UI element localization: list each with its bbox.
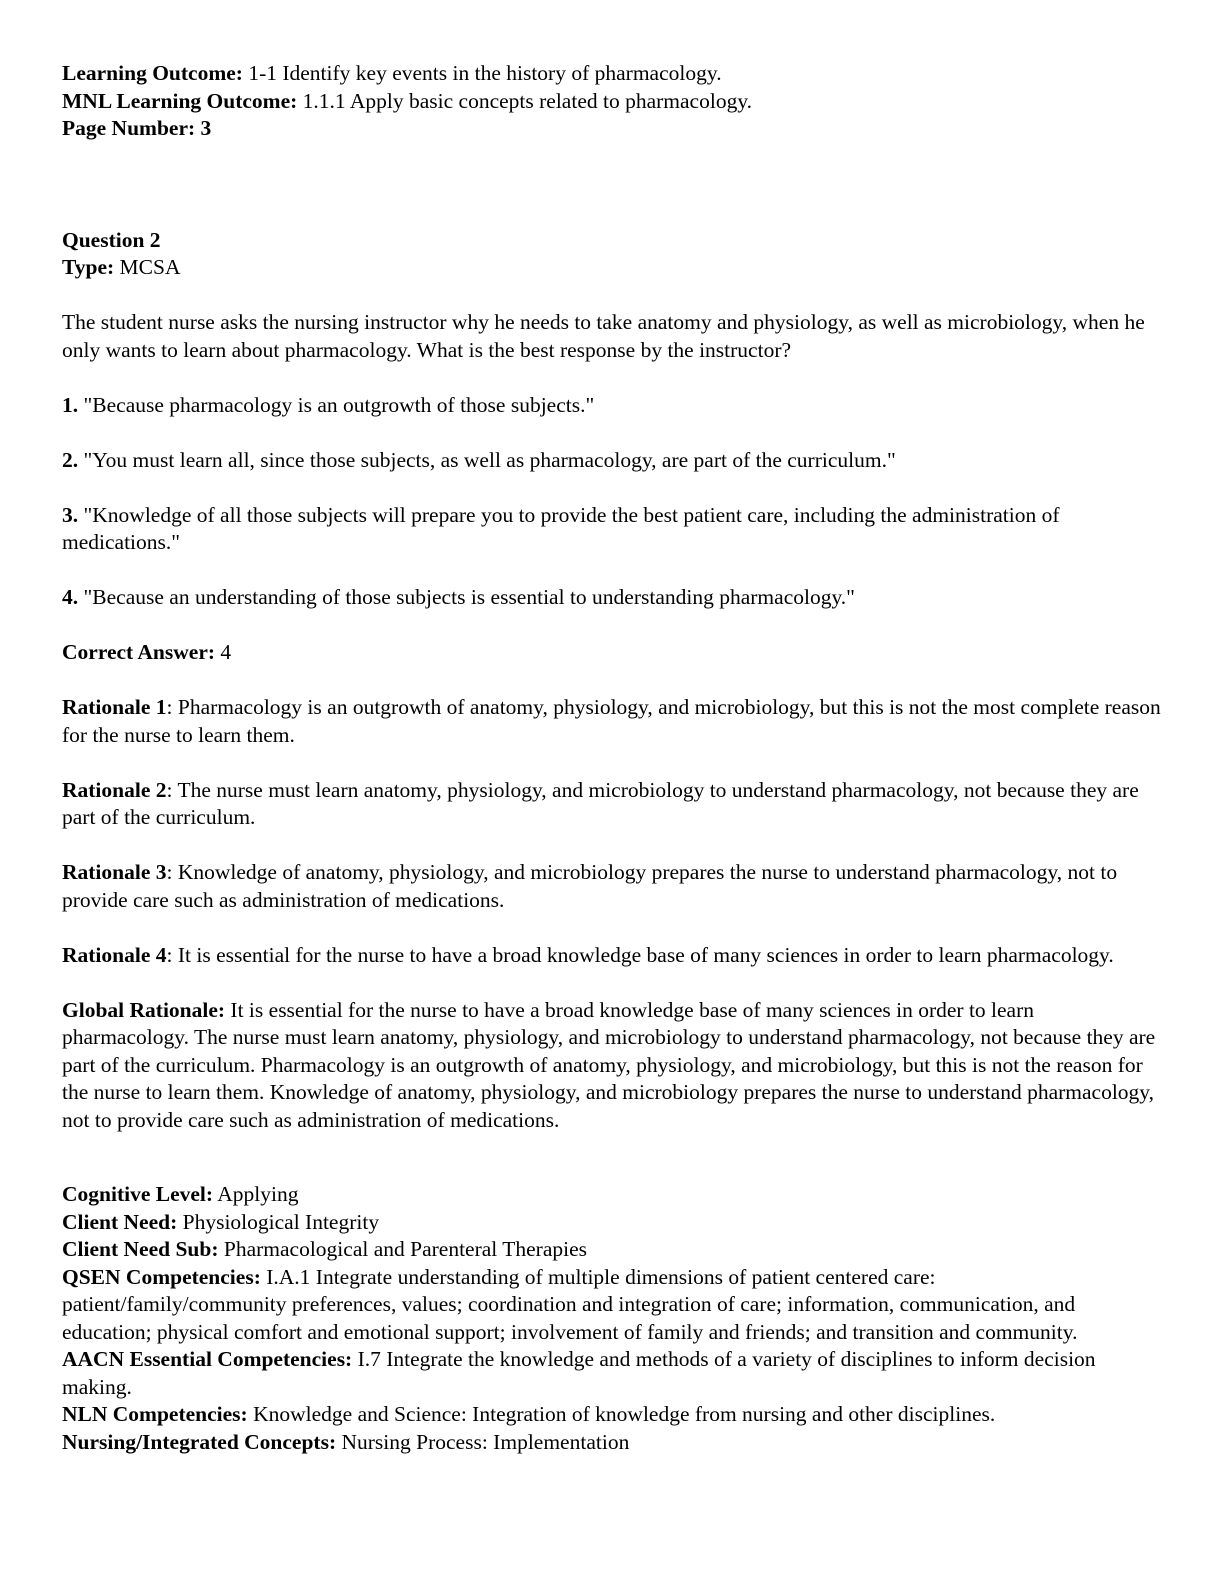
meta-text: Physiological Integrity — [182, 1209, 380, 1234]
meta-nln-competencies — [62, 1401, 1162, 1429]
question-title-text: Question 2 — [62, 227, 161, 252]
meta-text: Pharmacological and Parenteral Therapies — [223, 1237, 588, 1261]
page-number — [62, 115, 1162, 143]
page-number-label: Page Number: — [62, 116, 196, 140]
meta-label: NLN Competencies: — [62, 1402, 248, 1426]
meta-label: Client Need: — [62, 1209, 178, 1234]
question-title — [62, 227, 1162, 255]
option-text: "Because an understanding of those subjects is essential to understanding pharmacology." — [83, 585, 855, 609]
meta-client-need-sub — [62, 1236, 1162, 1264]
rationale-1 — [62, 694, 1162, 749]
meta-nursing-concepts — [62, 1429, 1162, 1457]
rationale-text: : The nurse must learn anatomy, physiology, and microbiology to understand pharmacology, not because they are part of the curriculum. — [62, 777, 1139, 829]
correct-answer-label: Correct Answer: — [62, 640, 216, 664]
meta-text: Knowledge and Science: Integration of knowledge from nursing and other disciplines. — [253, 1402, 996, 1426]
mnl-learning-outcome-label: MNL Learning Outcome: — [62, 88, 298, 113]
question-stem: The student nurse asks the nursing instructor why he needs to take anatomy and physiology, as well as microbiology, when he only wants to learn about pharmacology. What is the best response by the instructor? — [62, 310, 1145, 362]
meta-cognitive-level — [62, 1181, 1162, 1209]
rationale-label: Rationale 1 — [62, 695, 167, 719]
answer-option-2 — [62, 447, 1162, 475]
rationale-label: Rationale 4 — [62, 942, 167, 967]
rationale-label: Rationale 2 — [62, 777, 167, 802]
rationale-label: Rationale 3 — [62, 860, 167, 884]
mnl-learning-outcome — [62, 88, 1162, 116]
meta-label: AACN Essential Competencies: — [62, 1347, 353, 1371]
meta-aacn-competencies — [62, 1346, 1162, 1401]
meta-label: QSEN Competencies: — [62, 1264, 261, 1289]
option-text: "Because pharmacology is an outgrowth of those subjects." — [83, 392, 595, 417]
meta-text: I.7 Integrate the knowledge and methods of a variety of disciplines to inform decision making. — [62, 1347, 1096, 1399]
page-number-value: 3 — [200, 116, 212, 140]
rationale-2 — [62, 777, 1162, 832]
learning-outcome — [62, 60, 1162, 88]
answer-option-4 — [62, 584, 1162, 612]
global-rationale — [62, 997, 1162, 1135]
option-number: 4. — [62, 585, 79, 609]
correct-answer-value: 4 — [220, 640, 232, 664]
learning-outcome-text: 1-1 Identify key events in the history of pharmacology. — [248, 61, 722, 85]
document-page — [62, 60, 1162, 1456]
answer-option-3 — [62, 502, 1162, 557]
meta-qsen-competencies — [62, 1264, 1162, 1347]
option-number: 3. — [62, 502, 79, 527]
meta-label: Cognitive Level: — [62, 1182, 214, 1206]
global-rationale-label: Global Rationale: — [62, 997, 226, 1022]
rationale-text: : Pharmacology is an outgrowth of anatomy, physiology, and microbiology, but this is not the most complete reason for the nurse to learn them. — [62, 695, 1161, 747]
meta-text: I.A.1 Integrate understanding of multiple dimensions of patient centered care: patient/family/community preferences, values; coordination and integration of care; information, communication, and education; physical comfort and emotional support; involvement of family and friends; and transition and community. — [62, 1264, 1078, 1344]
meta-label: Client Need Sub: — [62, 1237, 219, 1261]
correct-answer — [62, 639, 1162, 667]
rationale-4 — [62, 942, 1162, 970]
learning-outcome-label: Learning Outcome: — [62, 61, 243, 85]
option-number: 1. — [62, 392, 79, 417]
question-type-value: MCSA — [119, 255, 181, 279]
meta-text: Nursing Process: Implementation — [341, 1429, 630, 1454]
question-type-label: Type: — [62, 255, 115, 279]
rationale-3 — [62, 859, 1162, 914]
option-text: "You must learn all, since those subjects, as well as pharmacology, are part of the curriculum." — [83, 447, 896, 472]
rationale-text: : It is essential for the nurse to have a broad knowledge base of many sciences in order to learn pharmacology. — [166, 942, 1114, 967]
mnl-learning-outcome-text: 1.1.1 Apply basic concepts related to pharmacology. — [302, 88, 753, 113]
answer-option-1 — [62, 392, 1162, 420]
meta-text: Applying — [217, 1182, 299, 1206]
option-text: "Knowledge of all those subjects will prepare you to provide the best patient care, including the administration of medications." — [62, 502, 1060, 554]
meta-client-need — [62, 1209, 1162, 1237]
rationale-text: : Knowledge of anatomy, physiology, and microbiology prepares the nurse to understand pharmacology, not to provide care such as administration of medications. — [62, 860, 1118, 912]
meta-label: Nursing/Integrated Concepts: — [62, 1429, 337, 1454]
option-number: 2. — [62, 447, 79, 472]
question-type — [62, 254, 1162, 282]
global-rationale-text: It is essential for the nurse to have a broad knowledge base of many sciences in order to learn pharmacology. The nurse must learn anatomy, physiology, and microbiology to understand pharmacology, not because they are part of the curriculum. Pharmacology is an outgrowth of anatomy, physiology, and microbiology, but this is not the reason for the nurse to learn them. Knowledge of anatomy, physiology, and microbiology prepares the nurse to understand pharmacology, not to provide care such as administration of medications. — [62, 997, 1156, 1132]
